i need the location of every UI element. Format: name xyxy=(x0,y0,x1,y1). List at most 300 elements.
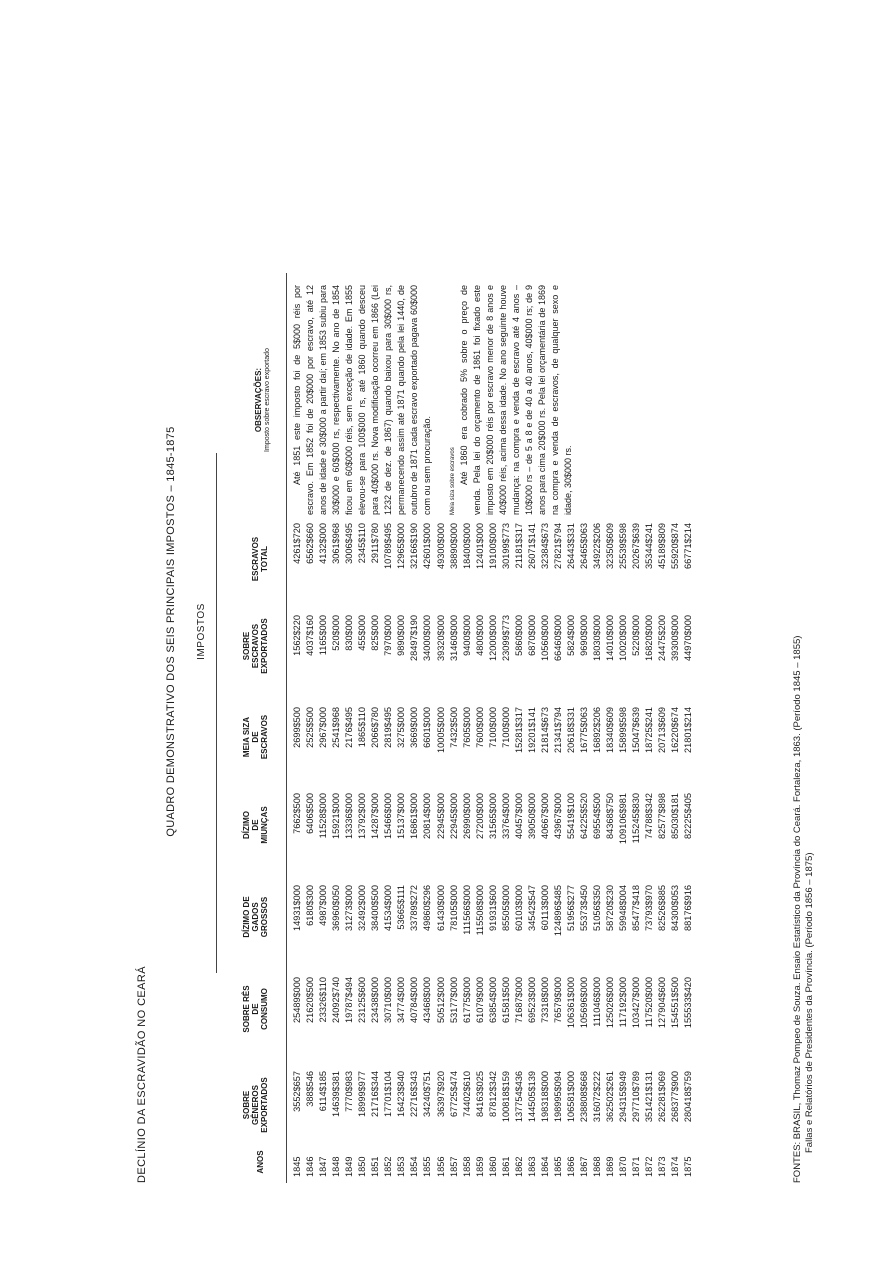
table-cell: 155533$420 xyxy=(683,977,694,1029)
table-cell: 43967$000 xyxy=(552,793,563,839)
table-cell: 34774$000 xyxy=(396,977,407,1023)
table-cell: 5220$000 xyxy=(631,615,642,656)
table-cell: 7600$000 xyxy=(474,707,485,748)
table-cell: 26071$141 xyxy=(526,523,537,569)
table-cell: 1847 xyxy=(318,1156,329,1177)
table-cell: 18400$000 xyxy=(461,523,472,569)
table-cell: 316072$222 xyxy=(592,1071,603,1123)
table-cell: 198318$000 xyxy=(539,1071,550,1123)
table-cell: 1853 xyxy=(396,1156,407,1177)
table-cell: 20618$331 xyxy=(565,707,576,753)
table-cell: 61581$500 xyxy=(500,977,511,1023)
table-cell: 7970$000 xyxy=(383,615,394,656)
header-dizimo-gados xyxy=(242,877,269,957)
table-cell: 297710$789 xyxy=(631,1071,642,1123)
table-cell: 38890$000 xyxy=(448,523,459,569)
table-cell: 1852 xyxy=(383,1156,394,1177)
table-cell: 39300$000 xyxy=(670,615,681,661)
table-cell: 1869 xyxy=(605,1156,616,1177)
table-cell: 10789$495 xyxy=(383,523,394,569)
header-dizimo-miuncas xyxy=(242,785,269,865)
table-cell: 7770$983 xyxy=(344,1071,355,1112)
table-cell: 27821$794 xyxy=(552,523,563,569)
table-cell: 66460$000 xyxy=(552,615,563,661)
table-cell: 60113$000 xyxy=(539,885,550,931)
table-cell: 16775$063 xyxy=(579,707,590,753)
table-cell: 40667$000 xyxy=(539,793,550,839)
table-cell: 17701$104 xyxy=(383,1071,394,1117)
table-cell: 21181$317 xyxy=(513,523,524,569)
table-cell: 25539$598 xyxy=(618,523,629,569)
table-cell: 53665$111 xyxy=(396,885,407,930)
table-cell: 1861 xyxy=(500,1156,511,1177)
table-cell: 3552$657 xyxy=(292,1071,302,1112)
table-cell: 74788$342 xyxy=(644,793,655,839)
table-cell: 20713$609 xyxy=(657,707,668,753)
header-line: DE xyxy=(251,1003,260,1015)
table-cell: 61079$000 xyxy=(474,977,485,1023)
table-title: QUADRO DEMONSTRATIVO DOS SEIS PRINCIPAIS IMPOSTOS – 1845-1875 xyxy=(165,426,177,837)
table-cell: 82577$898 xyxy=(657,793,668,839)
table-cell: 34240$751 xyxy=(422,1071,433,1117)
header-line: ESCRAVOS xyxy=(260,714,269,760)
table-cell: 3275$000 xyxy=(396,707,407,748)
table-cell: 53177$000 xyxy=(448,977,459,1023)
table-cell: 31565$000 xyxy=(487,793,498,839)
table-cell: 1859 xyxy=(474,1156,485,1177)
header-line: Imposto sobre escravo exportado xyxy=(264,348,271,452)
table-cell: 24475$200 xyxy=(657,615,668,661)
table-cell: 154551$500 xyxy=(670,977,681,1029)
table-cell: 84163$025 xyxy=(474,1071,485,1117)
table-cell: 6562$660 xyxy=(305,523,316,564)
table-cell: 109106$981 xyxy=(618,793,629,845)
table-cell: 31273$000 xyxy=(344,885,355,931)
table-cell: 26990$000 xyxy=(461,793,472,839)
table-cell: 61430$000 xyxy=(435,885,446,931)
note-subheading: Meia siza sobre escravos xyxy=(450,447,456,515)
table-cell: 55920$874 xyxy=(670,523,681,569)
header-meia-siza xyxy=(242,697,269,777)
header-escravos-exportados xyxy=(242,603,269,689)
table-cell: 64225$520 xyxy=(579,793,590,839)
table-cell: 40457$000 xyxy=(513,793,524,839)
table-cell: 2911$780 xyxy=(370,523,381,564)
table-cell: 124896$485 xyxy=(552,885,563,937)
table-cell: 11528$000 xyxy=(318,793,329,839)
table-cell: 21716$344 xyxy=(370,1071,381,1117)
table-cell: 1868 xyxy=(592,1156,603,1177)
table-cell: 34000$000 xyxy=(422,615,433,661)
table-cell: 34542$547 xyxy=(526,885,537,931)
table-cell: 1871 xyxy=(631,1156,642,1177)
header-line: GROSSOS xyxy=(260,896,269,938)
header-line: SOBRE xyxy=(242,631,251,661)
table-cell: 6180$300 xyxy=(305,885,316,926)
table-cell: 10560$000 xyxy=(539,615,550,661)
table-cell: 59948$004 xyxy=(618,885,629,931)
table-cell: 73793$970 xyxy=(644,885,655,931)
table-cell: 32492$000 xyxy=(357,885,368,931)
header-anos-label: ANOS xyxy=(256,1150,265,1174)
table-cell: 1848 xyxy=(331,1156,342,1177)
table-cell: 117192$000 xyxy=(618,977,629,1028)
table-cell: 26443$331 xyxy=(565,523,576,569)
table-cell: 262281$069 xyxy=(657,1071,668,1123)
table-cell: 34922$206 xyxy=(592,523,603,569)
table-cell: 66771$214 xyxy=(683,523,694,569)
table-cell: 40784$000 xyxy=(409,977,420,1023)
table-cell: 388$546 xyxy=(305,1071,316,1107)
table-cell: 32350$609 xyxy=(605,523,616,569)
table-cell: 23438$000 xyxy=(370,977,381,1023)
table-cell: 6870$000 xyxy=(526,615,537,656)
column-escravos-exportados xyxy=(291,615,695,687)
table-cell: 10005$000 xyxy=(435,707,446,753)
observations-notes xyxy=(291,285,575,515)
table-cell: 41534$000 xyxy=(383,885,394,931)
table-cell: 13336$000 xyxy=(344,793,355,839)
table-cell: 74402$610 xyxy=(461,1071,472,1117)
table-cell: 1562$220 xyxy=(292,615,302,656)
table-cell: 5860$000 xyxy=(513,615,524,656)
table-cell: 67725$474 xyxy=(448,1071,459,1117)
table-cell: 84300$053 xyxy=(670,885,681,931)
table-cell: 73318$000 xyxy=(539,977,550,1023)
table-cell: 82225$405 xyxy=(683,793,694,839)
header-line: EXPORTADOS xyxy=(260,1077,269,1133)
table-cell: 1854 xyxy=(409,1156,420,1177)
table-cell: 830$000 xyxy=(344,615,355,651)
column-escravos-total xyxy=(291,523,695,597)
table-cell: 6601$000 xyxy=(422,707,433,748)
table-cell: 1857 xyxy=(448,1156,459,1177)
table-cell: 6114$185 xyxy=(318,1071,329,1112)
table-cell: 85477$418 xyxy=(631,885,642,931)
table-cell: 15047$639 xyxy=(631,707,642,753)
table-cell: 106581$000 xyxy=(565,1071,576,1123)
table-cell: 20814$000 xyxy=(422,793,433,839)
header-observacoes xyxy=(254,285,272,515)
table-cell: 137754$436 xyxy=(513,1071,524,1123)
table-cell: 23099$773 xyxy=(500,615,511,661)
table-cell: 1858 xyxy=(461,1156,472,1177)
table-cell: 36960$050 xyxy=(331,885,342,931)
table-cell: 111566$000 xyxy=(461,885,472,935)
header-rule-upper xyxy=(216,453,217,973)
table-cell: 15466$000 xyxy=(383,793,394,839)
header-line: SOBRE RÊS xyxy=(242,985,251,1033)
table-cell: 26465$063 xyxy=(579,523,590,569)
table-cell: 32384$673 xyxy=(539,523,550,569)
table-cell: 84368$750 xyxy=(605,793,616,839)
table-cell: 16892$206 xyxy=(592,707,603,753)
header-line: GÊNEROS xyxy=(251,1085,260,1126)
table-cell: 16820$000 xyxy=(644,615,655,661)
table-cell: 71687$000 xyxy=(513,977,524,1023)
table-cell: 1862 xyxy=(513,1156,524,1177)
table-cell: 23125$600 xyxy=(357,977,368,1023)
table-cell: 69554$500 xyxy=(592,793,603,839)
column-meia-siza xyxy=(291,707,695,777)
table-cell: 39320$000 xyxy=(435,615,446,661)
table-cell: 520$000 xyxy=(331,615,342,651)
table-cell: 1870 xyxy=(618,1156,629,1177)
table-cell: 44970$000 xyxy=(683,615,694,661)
header-line: CONSUMO xyxy=(260,988,269,1030)
table-cell: 27200$000 xyxy=(474,793,485,839)
header-line: DÍZIMO xyxy=(242,811,251,839)
table-cell: 85505$000 xyxy=(500,885,511,931)
table-cell: 1865$110 xyxy=(357,707,368,748)
header-line: MIUNÇAS xyxy=(260,806,269,844)
table-cell: 42601$000 xyxy=(422,523,433,569)
header-line: DE xyxy=(251,819,260,831)
table-cell: 30710$000 xyxy=(383,977,394,1023)
table-cell: 2819$495 xyxy=(383,707,394,748)
table-cell: 7100$000 xyxy=(500,707,511,748)
table-cell: 100818$159 xyxy=(500,1071,511,1123)
table-cell: 2345$110 xyxy=(357,523,368,564)
table-cell: 1865 xyxy=(552,1156,563,1177)
header-line: DE xyxy=(251,731,260,743)
table-cell: 51956$277 xyxy=(565,885,576,931)
table-cell: 22945$000 xyxy=(435,793,446,839)
table-cell: 22945$000 xyxy=(448,793,459,839)
table-cell: 198995$094 xyxy=(552,1071,563,1123)
table-cell: 35344$241 xyxy=(644,523,655,569)
note-escravo-exportado: Até 1851 este imposto foi de 5$000 réis por escravo. Em 1852 foi de 20$000 por escravo, até 12 anos de idade e 30$000 a partir daí; em 1853 subiu para 30$000 e 60$000 rs, respectivamente. No ano de 1854 ficou em 60$000 réis, sem exceção de idade. Em 1855 elevou-se para 100$000 rs, até 1860 quando desceu para 40$000 rs. Nova modificação ocorreu em 1866 (Lei 1232 de dez. de 1867) quando baixou para 30$000 rs, permanecendo assim até 1871 quando pela lei 1440, de outubro de 1871 cada escravo exportado pagava 60$000 com ou sem procuração. xyxy=(292,285,432,515)
column-dizimo-miuncas xyxy=(291,793,695,865)
table-cell: 1864 xyxy=(539,1156,550,1177)
table-cell: 18340$609 xyxy=(605,707,616,753)
table-cell: 1860 xyxy=(487,1156,498,1177)
table-cell: 3061$968 xyxy=(331,523,342,564)
table-cell: 43468$000 xyxy=(422,977,433,1023)
table-cell: 16220$674 xyxy=(670,707,681,753)
table-cell: 362502$261 xyxy=(605,1071,616,1123)
table-cell: 78105$000 xyxy=(448,885,459,931)
table-cell: 14010$000 xyxy=(605,615,616,661)
table-cell: 12965$000 xyxy=(396,523,407,569)
column-anos xyxy=(291,1147,695,1177)
table-cell: 4261$720 xyxy=(292,523,302,564)
table-cell: 33789$272 xyxy=(409,885,420,931)
table-cell: 2176$495 xyxy=(344,707,355,748)
table-cell: 1863 xyxy=(526,1156,537,1177)
table-cell: 1846 xyxy=(305,1156,316,1177)
table-cell: 1845 xyxy=(292,1156,302,1177)
table-cell: 19201$141 xyxy=(526,707,537,753)
table-cell: 1866 xyxy=(565,1156,576,1177)
header-line: SOBRE xyxy=(242,1090,251,1120)
header-res-consumo xyxy=(242,969,269,1049)
table-cell: 1856 xyxy=(435,1156,446,1177)
table-cell: 1851 xyxy=(370,1156,381,1177)
table-cell: 2541$968 xyxy=(331,707,342,748)
table-cell: 15921$000 xyxy=(331,793,342,839)
table-cell: 32166$190 xyxy=(409,523,420,569)
table-cell: 111046$000 xyxy=(592,977,603,1027)
table-cell: 22716$343 xyxy=(409,1071,420,1117)
header-line: TOTAL xyxy=(260,546,269,572)
table-cell: 105696$000 xyxy=(579,977,590,1029)
table-cell: 18725$241 xyxy=(644,707,655,753)
table-cell: 18030$000 xyxy=(592,615,603,661)
table-cell: 2967$000 xyxy=(318,707,329,748)
table-cell: 7662$500 xyxy=(292,793,302,834)
table-cell: 2066$780 xyxy=(370,707,381,748)
table-cell: 1874 xyxy=(670,1156,681,1177)
table-cell: 9690$000 xyxy=(579,615,590,656)
table-cell: 25489$000 xyxy=(292,977,302,1023)
table-cell: 144505$139 xyxy=(526,1071,537,1123)
table-cell: 60103$000 xyxy=(513,885,524,931)
table-cell: 14287$000 xyxy=(370,793,381,839)
note-meia-siza: Até 1860 era cobrado 5% sobre o preço de venda. Pela lei do orçamento de 1861 foi fixado este imposto em 20$000 réis por escravo menor de 8 anos e 40$000 réis, acima dessa idade. No ano seguinte houve mudança: na compra e venda de escravo até 4 anos – 10$000 rs – de 5 a 8 e de 40 a 40 anos, 40$000 rs; de 9 anos para cima 20$000 rs. Pela lei orçamentária de 1869 na compra e venda de escravos, de qualquer sexo e idade, 30$000 rs. xyxy=(459,285,573,515)
table-cell: 1873 xyxy=(657,1156,668,1177)
table-cell: 21341$794 xyxy=(552,707,563,753)
table-cell: 15137$000 xyxy=(396,793,407,839)
table-cell: 30199$773 xyxy=(500,523,511,569)
table-cell: 51056$350 xyxy=(592,885,603,931)
table-cell: 1849 xyxy=(344,1156,355,1177)
table-cell: 82526$885 xyxy=(657,885,668,931)
table-cell: 61775$000 xyxy=(461,977,472,1023)
table-cell: 1850 xyxy=(357,1156,368,1177)
table-cell: 2699$500 xyxy=(292,707,302,748)
table-cell: 28497$190 xyxy=(409,615,420,661)
table-cell: 15281$317 xyxy=(513,707,524,753)
table-cell: 21801$214 xyxy=(683,707,694,753)
table-cell: 10020$000 xyxy=(618,615,629,661)
table-cell: 6406$500 xyxy=(305,793,316,834)
source-line-2: Fallas e Relatórios de Presidentes da Província. (Período 1856 – 1875) xyxy=(804,852,815,1153)
header-line: ESCRAVOS xyxy=(251,623,260,669)
table-cell: 14931$000 xyxy=(292,885,302,931)
table-cell: 21620$500 xyxy=(305,977,316,1023)
table-cell: 825$000 xyxy=(370,615,381,651)
table-cell: 294315$949 xyxy=(618,1071,629,1123)
header-line: ESCRAVOS xyxy=(251,536,260,582)
sources xyxy=(792,636,816,1183)
column-res-consumo xyxy=(291,977,695,1049)
table-cell: 45189$809 xyxy=(657,523,668,569)
source-line-1: FONTES: BRASIL, Thomaz Pompeo de Souza. Ensaio Estatístico da Província do Ceará. Fortaleza, 1863. (Período 1845 – 1855) xyxy=(792,635,803,1183)
table-cell: 36397$920 xyxy=(435,1071,446,1117)
table-cell: 1855 xyxy=(422,1156,433,1177)
header-line: MEIA SIZA xyxy=(242,716,251,758)
table-cell: 280418$759 xyxy=(683,1071,694,1123)
table-cell: 14639$381 xyxy=(331,1071,342,1117)
table-cell: 4987$000 xyxy=(318,885,329,926)
table-cell: 63854$000 xyxy=(487,977,498,1023)
table-cell: 115508$000 xyxy=(474,885,485,936)
header-line: DÍZIMO DE xyxy=(242,896,251,938)
table-cell: 49300$000 xyxy=(435,523,446,569)
running-head: DECLÍNIO DA ESCRAVIDÃO NO CEARÁ xyxy=(136,966,148,1183)
table-subtitle: IMPOSTOS xyxy=(196,603,207,660)
header-line: OBSERVAÇÕES: xyxy=(254,367,263,433)
table-cell: 23326$110 xyxy=(318,977,329,1023)
table-cell: 76579$000 xyxy=(552,977,563,1023)
table-cell: 33764$000 xyxy=(500,793,511,839)
table-cell: 3006$495 xyxy=(344,523,355,564)
table-cell: 351421$131 xyxy=(644,1071,655,1123)
table-cell: 4800$000 xyxy=(474,615,485,656)
column-generos-exportados xyxy=(291,1071,695,1145)
header-line: GADOS xyxy=(251,902,260,932)
table-cell: 85030$181 xyxy=(670,793,681,839)
table-cell: 9400$000 xyxy=(461,615,472,656)
table-cell: 7100$000 xyxy=(487,707,498,748)
table-cell: 238808$668 xyxy=(579,1071,590,1123)
table-cell: 91931$600 xyxy=(487,885,498,931)
table-cell: 58720$230 xyxy=(605,885,616,931)
table-cell: 103427$000 xyxy=(631,977,642,1029)
table-cell: 31460$000 xyxy=(448,615,459,661)
table-cell: 39050$000 xyxy=(526,793,537,839)
table-cell: 3669$000 xyxy=(409,707,420,748)
table-cell: 1872 xyxy=(644,1156,655,1177)
table-cell: 69523$000 xyxy=(526,977,537,1023)
table-cell: 125026$000 xyxy=(605,977,616,1029)
table-cell: 16423$840 xyxy=(396,1071,407,1117)
table-cell: 4037$160 xyxy=(305,615,316,656)
table-cell: 55419$100 xyxy=(565,793,576,839)
table-cell: 87812$342 xyxy=(487,1071,498,1117)
table-cell: 1165$000 xyxy=(318,615,329,656)
table-cell: 15899$598 xyxy=(618,707,629,753)
table-cell: 38400$500 xyxy=(370,885,381,931)
table-cell: 20267$639 xyxy=(631,523,642,569)
table-cell: 21814$673 xyxy=(539,707,550,753)
table-cell: 49860$296 xyxy=(422,885,433,931)
table-cell: 88176$916 xyxy=(683,885,694,931)
table-cell: 455$000 xyxy=(357,615,368,651)
table-cell: 268377$900 xyxy=(670,1071,681,1123)
table-cell: 5824$000 xyxy=(565,615,576,656)
header-rule-lower xyxy=(286,273,287,1183)
header-line: EXPORTADOS xyxy=(260,618,269,674)
table-cell: 115245$830 xyxy=(631,793,642,844)
table-cell: 4132$000 xyxy=(318,523,329,564)
table-cell: 1875 xyxy=(683,1156,694,1177)
table-cell: 7432$500 xyxy=(448,707,459,748)
table-cell: 13792$000 xyxy=(357,793,368,839)
header-escravos-total xyxy=(251,519,269,599)
table-cell: 12401$000 xyxy=(474,523,485,569)
table-cell: 18999$977 xyxy=(357,1071,368,1117)
table-cell: 127904$600 xyxy=(657,977,668,1029)
table-cell: 2525$500 xyxy=(305,707,316,748)
table-cell: 7605$000 xyxy=(461,707,472,748)
table-cell: 50512$000 xyxy=(435,977,446,1023)
table-cell: 19787$494 xyxy=(344,977,355,1023)
table-cell: 1867 xyxy=(579,1156,590,1177)
table-cell: 106361$000 xyxy=(565,977,576,1029)
note-gap xyxy=(434,285,448,515)
table-cell: 24092$740 xyxy=(331,977,342,1023)
column-dizimo-gados xyxy=(291,885,695,957)
table-cell: 19100$000 xyxy=(487,523,498,569)
table-cell: 9890$000 xyxy=(396,615,407,656)
table-cell: 12000$000 xyxy=(487,615,498,661)
table-cell: 55373$450 xyxy=(579,885,590,931)
header-generos-exportados xyxy=(242,1065,269,1145)
table-cell: 117520$000 xyxy=(644,977,655,1028)
table-cell: 16861$000 xyxy=(409,793,420,839)
